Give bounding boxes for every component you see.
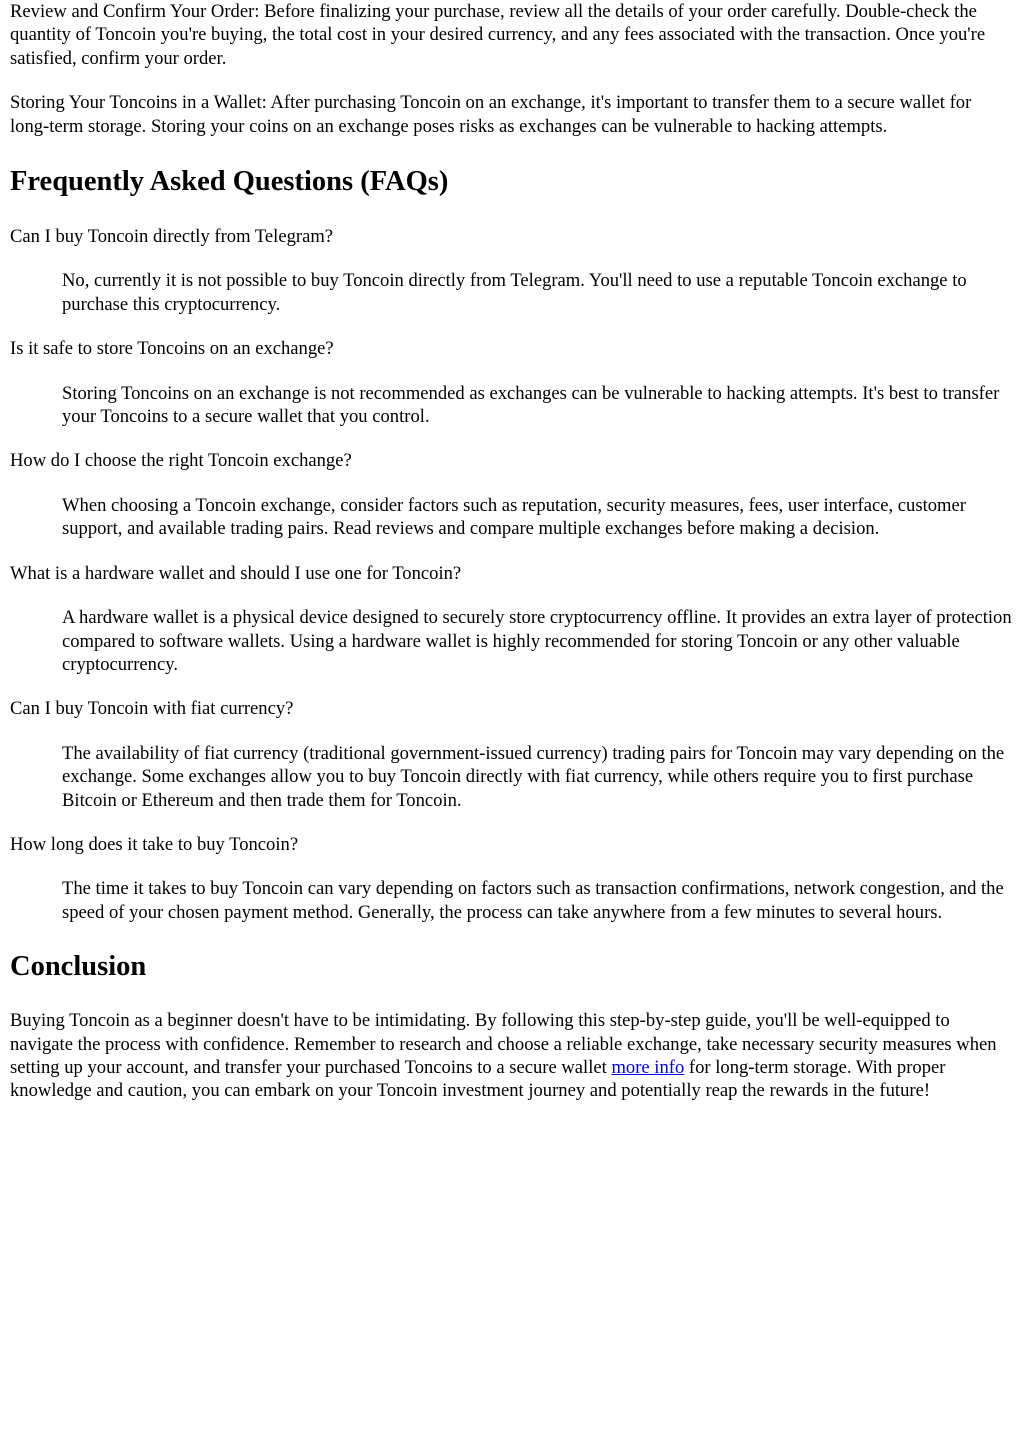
conclusion-heading: Conclusion <box>10 951 147 983</box>
faq-question: Can I buy Toncoin directly from Telegram? <box>10 226 334 248</box>
conclusion-text-before-link: Buying Toncoin as a beginner doesn't have to be intimidating. By following this step-by-step guide, you'll be well-equipped to navigate the process with confidence. Remember to research and choose a reliable exchange, take necessary security measures when setting up your account, and transfer your purchased Toncoins to a secure wallet <box>10 1010 997 1078</box>
faq-answer: No, currently it is not possible to buy Toncoin directly from Telegram. You'll need to use a reputable Toncoin exchange to purchase this cryptocurrency. <box>62 270 967 315</box>
faq-answer: Storing Toncoins on an exchange is not recommended as exchanges can be vulnerable to hacking attempts. It's best to transfer your Toncoins to a secure wallet that you control. <box>62 382 1000 428</box>
faq-question: What is a hardware wallet and should I use one for Toncoin? <box>10 562 462 584</box>
faq-heading: Frequently Asked Questions (FAQs) <box>10 166 449 198</box>
faq-answer: When choosing a Toncoin exchange, consider factors such as reputation, security measures, fees, user interface, customer support, and available trading pairs. Read reviews and compare multiple exchanges before making a decision. <box>62 494 966 540</box>
faq-question: How do I choose the right Toncoin exchange? <box>10 450 352 472</box>
faq-answer: A hardware wallet is a physical device designed to securely store cryptocurrency offline. It provides an extra layer of protection compared to software wallets. Using a hardware wallet is highly recommended for storing Toncoin or any other valuable cryptocurrency. <box>62 607 1012 675</box>
storing-wallet-paragraph: Storing Your Toncoins in a Wallet: After purchasing Toncoin on an exchange, it's important to transfer them to a secure wallet for long-term storage. Storing your coins on an exchange poses risks as exchanges can be vulnerable to hacking attempts. <box>10 92 972 137</box>
review-order-paragraph: Review and Confirm Your Order: Before finalizing your purchase, review all the details of your order carefully. Double-check the quantity of Toncoin you're buying, the total cost in your desired currency, and any fees associated with the transaction. Once you're satisfied, confirm your order. <box>10 1 986 69</box>
faq-question: How long does it take to buy Toncoin? <box>10 833 299 855</box>
conclusion-paragraph <box>10 1009 1014 1103</box>
conclusion-text-after-link: for long-term storage. With proper knowledge and caution, you can embark on your Toncoin investment journey and potentially reap the rewards in the future! <box>10 1056 946 1102</box>
faq-answer: The time it takes to buy Toncoin can vary depending on factors such as transaction confirmations, network congestion, and the speed of your chosen payment method. Generally, the process can take anywhere from a few minutes to several hours. <box>62 878 1004 923</box>
more-info-link[interactable]: more info <box>611 1056 685 1078</box>
faq-question: Is it safe to store Toncoins on an exchange? <box>10 338 334 360</box>
faq-question: Can I buy Toncoin with fiat currency? <box>10 698 294 720</box>
faq-answer: The availability of fiat currency (traditional government-issued currency) trading pairs for Toncoin may vary depending on the exchange. Some exchanges allow you to buy Toncoin directly with fiat currency, while others require you to first purchase Bitcoin or Ethereum and then trade them for Toncoin. <box>62 742 1005 811</box>
faq-list <box>10 225 1014 924</box>
